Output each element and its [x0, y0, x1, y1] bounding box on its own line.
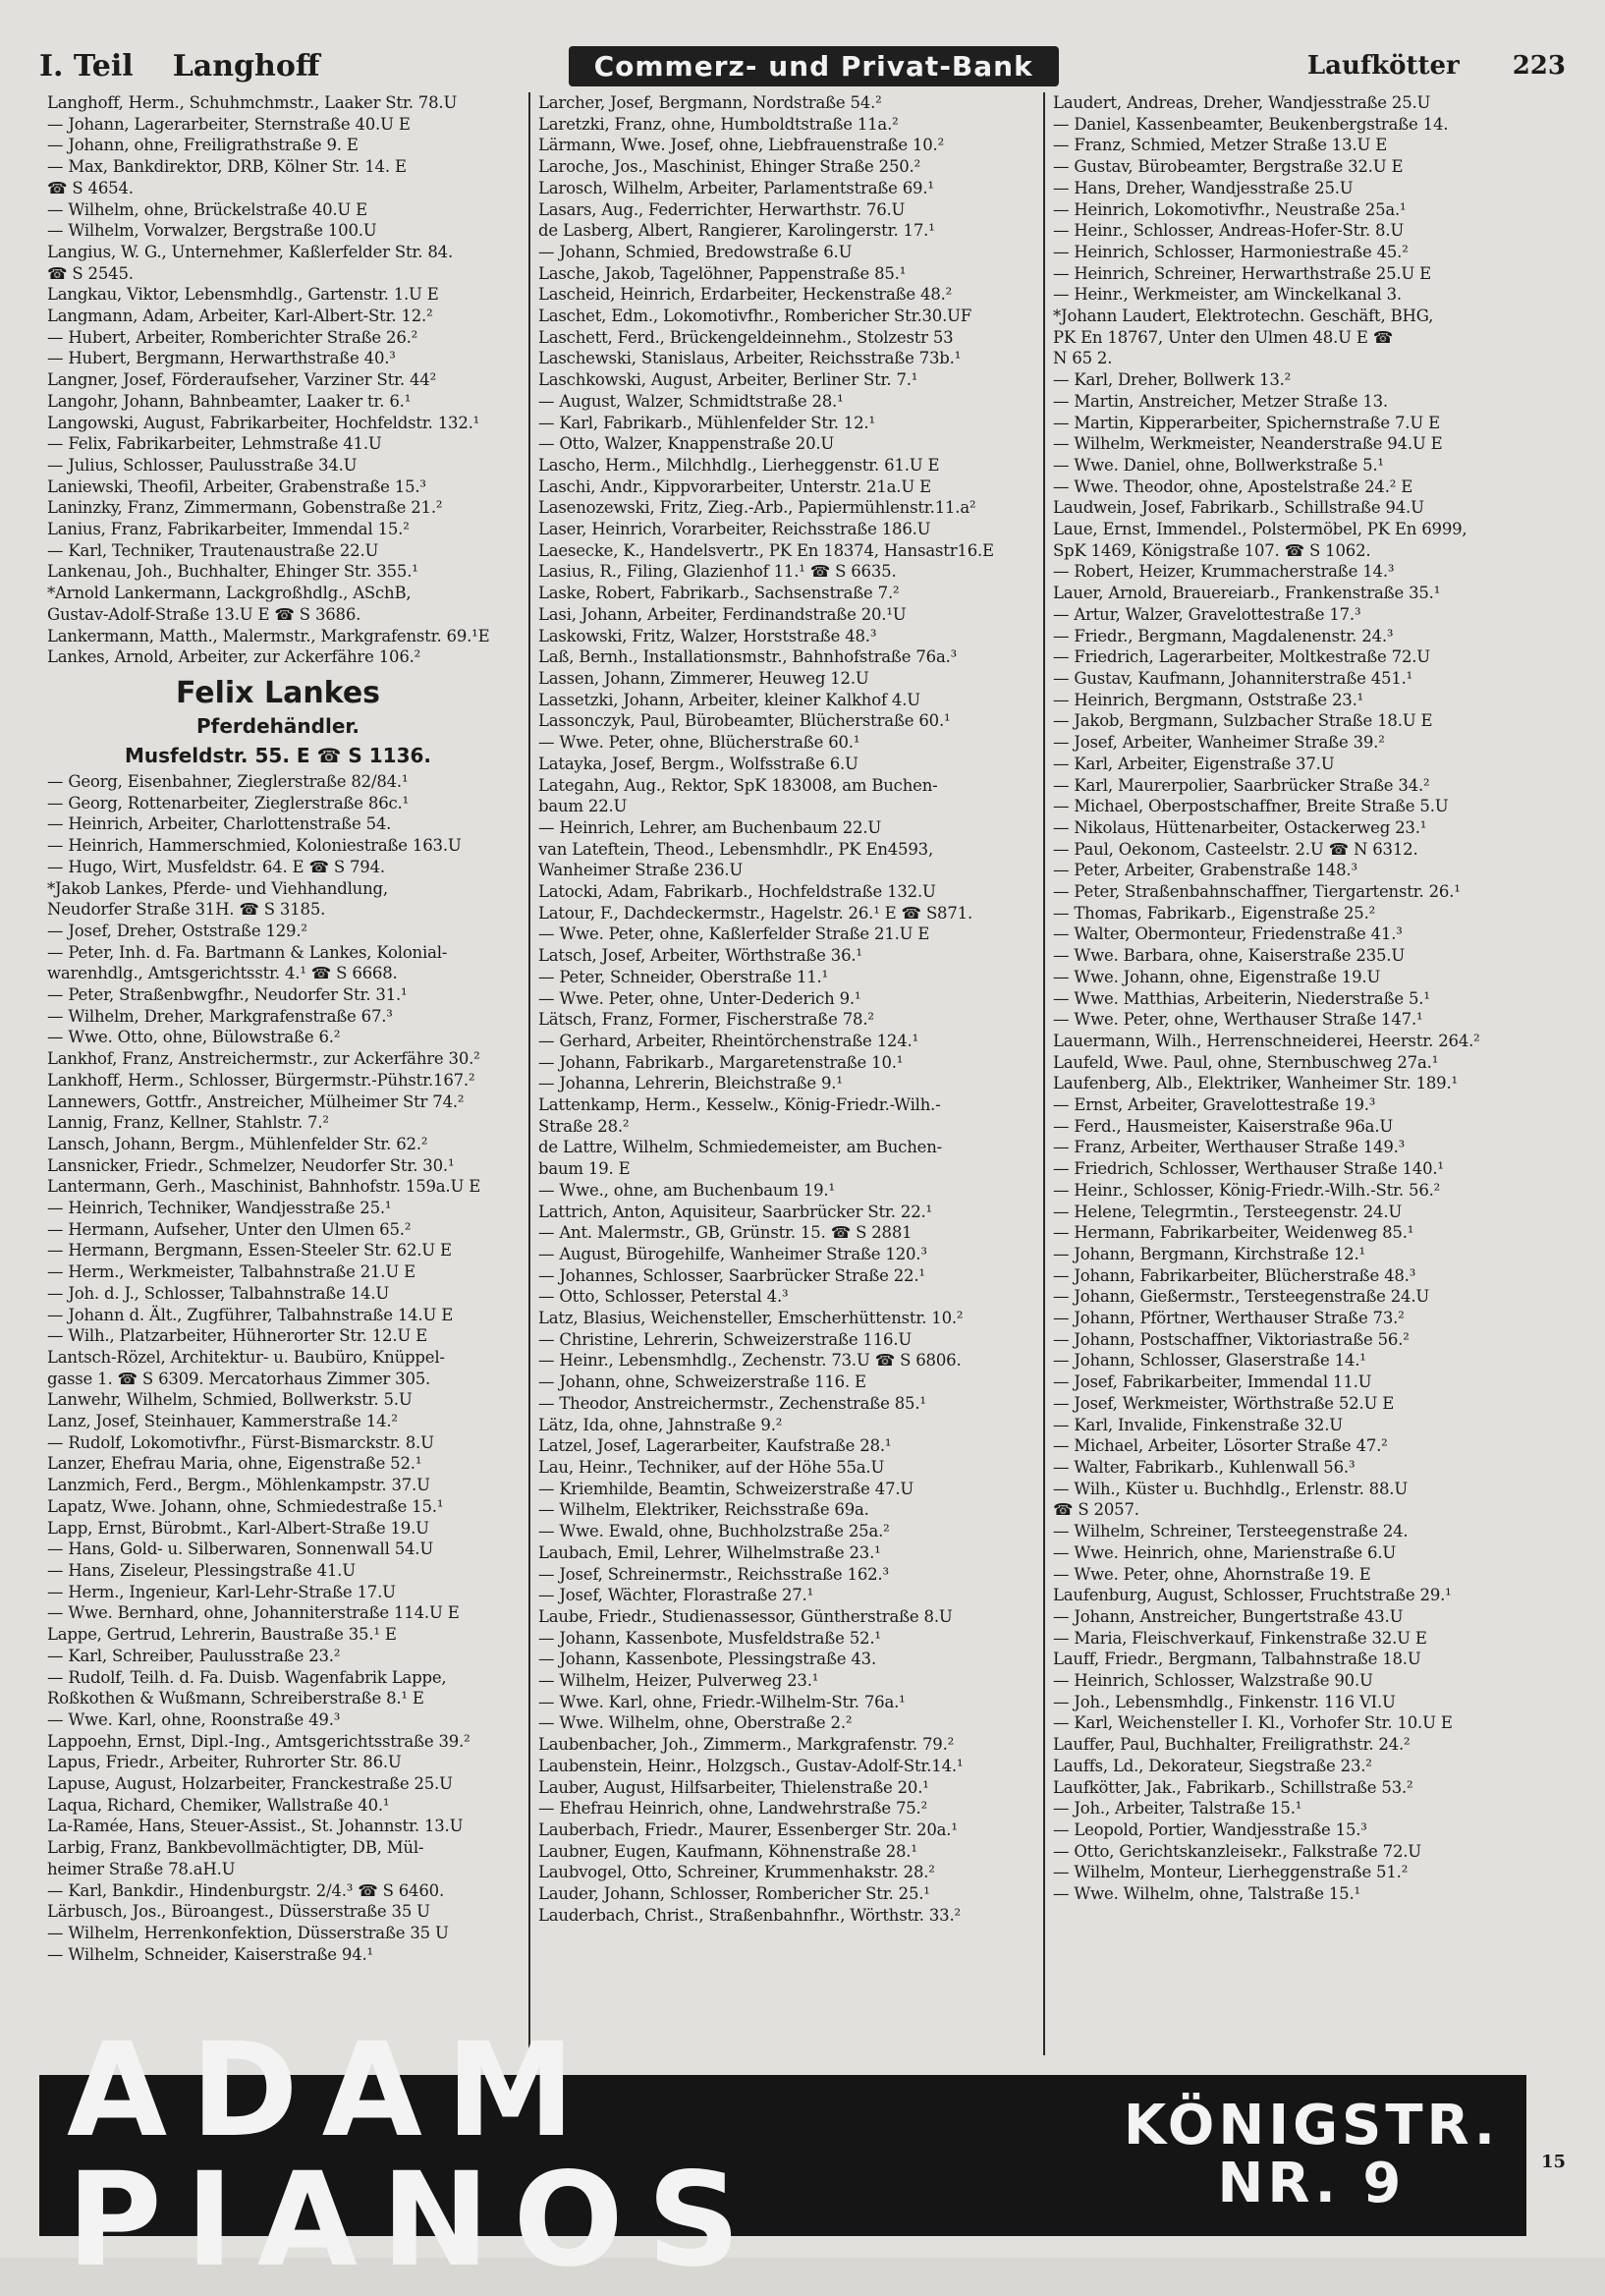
directory-entry: Lassen, Johann, Zimmerer, Heuweg 12.U: [538, 668, 869, 688]
directory-entry: Lauder, Johann, Schlosser, Rombericher Str. 25.¹: [538, 1884, 930, 1904]
directory-entry: — Wwe. Johann, ohne, Eigenstraße 19.U: [1053, 967, 1381, 986]
directory-entry: Langohr, Johann, Bahnbeamter, Laaker tr. 6.¹: [47, 391, 412, 411]
directory-entry: — Paul, Oekonom, Casteelstr. 2.U ☎ N 6312.: [1053, 839, 1418, 859]
directory-entry: — Josef, Arbeiter, Wanheimer Straße 39.²: [1053, 733, 1385, 753]
directory-entry: ☎ S 4654.: [47, 178, 134, 197]
header-right-word: Laufkötter: [1306, 51, 1460, 81]
directory-entry: — Heinrich, Bergmann, Oststraße 23.¹: [1053, 690, 1364, 709]
directory-entry: — Johanna, Lehrerin, Bleichstraße 9.¹: [538, 1074, 843, 1093]
directory-entry: — Daniel, Kassenbeamter, Beukenbergstraße 14.: [1053, 114, 1449, 134]
directory-entry: Latsch, Josef, Arbeiter, Wörthstraße 36.¹: [538, 946, 862, 966]
directory-entry: — Wilhelm, Vorwalzer, Bergstraße 100.U: [47, 221, 377, 241]
directory-entry: — Hermann, Bergmann, Essen-Steeler Str. 62.U E: [47, 1241, 452, 1260]
directory-entry: Langhoff, Herm., Schuhmchmstr., Laaker Str. 78.U: [47, 93, 458, 112]
directory-entry: — Heinrich, Arbeiter, Charlottenstraße 54.: [47, 814, 392, 834]
directory-entry: — Peter, Inh. d. Fa. Bartmann & Lankes, Kolonial-: [47, 942, 448, 962]
directory-entry: — Peter, Schneider, Oberstraße 11.¹: [538, 967, 829, 986]
directory-entry: Langkau, Viktor, Lebensmhdlg., Gartenstr. 1.U E: [47, 285, 439, 305]
header-right: [1307, 51, 1566, 81]
directory-entry: Lantsch-Rözel, Architektur- u. Baubüro, Knüppel-: [47, 1347, 445, 1367]
directory-entry: Neudorfer Straße 31H. ☎ S 3185.: [47, 900, 326, 920]
directory-entry: Latzel, Josef, Lagerarbeiter, Kaufstraße 28.¹: [538, 1436, 892, 1456]
directory-entry: Laesecke, K., Handelsvertr., PK En 18374, Hansastr16.E: [538, 540, 994, 560]
directory-entry: — Karl, Fabrikarb., Mühlenfelder Str. 12.¹: [538, 413, 875, 432]
directory-entry: — Robert, Heizer, Krummacherstraße 14.³: [1053, 562, 1395, 582]
directory-entry: Lankenau, Joh., Buchhalter, Ehinger Str. 355.¹: [47, 562, 418, 582]
directory-entry: — Martin, Kipperarbeiter, Spichernstraße 7.U E: [1053, 413, 1440, 432]
directory-entry: Lannewers, Gottfr., Anstreicher, Mülheimer Str 74.²: [47, 1092, 465, 1111]
directory-entry: — Theodor, Anstreichermstr., Zechenstraße 85.¹: [538, 1393, 926, 1413]
directory-entry: — Michael, Arbeiter, Lösorter Straße 47.²: [1053, 1436, 1388, 1456]
directory-entry: PK En 18767, Unter den Ulmen 48.U E ☎: [1053, 327, 1394, 347]
directory-entry: La-Ramée, Hans, Steuer-Assist., St. Johannstr. 13.U: [47, 1817, 464, 1836]
directory-entry: — Gustav, Bürobeamter, Bergstraße 32.U E: [1053, 157, 1404, 177]
directory-entry: — Heinr., Werkmeister, am Winckelkanal 3.: [1053, 285, 1402, 305]
directory-entry: — Wwe. Wilhelm, ohne, Oberstraße 2.²: [538, 1713, 853, 1733]
directory-entry: Lattenkamp, Herm., Kesselw., König-Friedr.-Wilh.-: [538, 1095, 941, 1115]
directory-entry: — Johann, Anstreicher, Bungertstraße 43.U: [1053, 1606, 1404, 1626]
directory-entry: Lauber, August, Hilfsarbeiter, Thielenstraße 20.¹: [538, 1777, 929, 1797]
directory-entry: — Hubert, Bergmann, Herwarthstraße 40.³: [47, 349, 396, 368]
banner-address: [1123, 2094, 1499, 2215]
directory-entry: Lauff, Friedr., Bergmann, Talbahnstraße 18.U: [1053, 1650, 1421, 1669]
directory-entry: Langius, W. G., Unternehmer, Kaßlerfelder Str. 84.: [47, 242, 454, 261]
column-1: [39, 92, 517, 2055]
directory-entry: Latz, Blasius, Weichensteller, Emscherhüttenstr. 10.²: [538, 1309, 964, 1328]
directory-entry: Lasche, Jakob, Tagelöhner, Pappenstraße 85.¹: [538, 263, 907, 283]
directory-entry: — Karl, Techniker, Trautenaustraße 22.U: [47, 540, 379, 560]
directory-entry: Laue, Ernst, Immendel., Polstermöbel, PK En 6999,: [1053, 520, 1467, 539]
directory-entry: Roßkothen & Wußmann, Schreiberstraße 8.¹ E: [47, 1689, 424, 1708]
directory-entry: — Wilhelm, Monteur, Lierheggenstraße 51.²: [1053, 1863, 1409, 1882]
directory-entry: Langner, Josef, Förderaufseher, Varziner Str. 44²: [47, 370, 436, 390]
directory-entry: Lapp, Ernst, Bürobmt., Karl-Albert-Straße 19.U: [47, 1518, 429, 1538]
directory-entry: Laubner, Eugen, Kaufmann, Köhnenstraße 28.¹: [538, 1841, 917, 1861]
directory-entry: — Joh. d. J., Schlosser, Talbahnstraße 14.U: [47, 1283, 390, 1303]
directory-entry: N 65 2.: [1053, 349, 1113, 368]
directory-entry: Latocki, Adam, Fabrikarb., Hochfeldstraße 132.U: [538, 882, 936, 902]
directory-entry: Laubenstein, Heinr., Holzgsch., Gustav-Adolf-Str.14.¹: [538, 1756, 964, 1775]
directory-entry: Lassetzki, Johann, Arbeiter, kleiner Kalkhof 4.U: [538, 690, 920, 709]
column-2: [528, 92, 1031, 2055]
directory-entry: Langowski, August, Fabrikarbeiter, Hochfeldstr. 132.¹: [47, 413, 480, 432]
advert-occupation: Pferdehändler.: [196, 713, 360, 738]
directory-entry: Lanzmich, Ferd., Bergm., Möhlenkampstr. 37.U: [47, 1476, 430, 1495]
directory-entry: Lätz, Ida, ohne, Jahnstraße 9.²: [538, 1415, 783, 1434]
header-part: I. Teil: [39, 48, 134, 84]
advert-address: Musfeldstr. 55. E ☎ S 1136.: [124, 743, 432, 767]
directory-entry: — Heinr., Schlosser, König-Friedr.-Wilh.-Str. 56.²: [1053, 1180, 1441, 1200]
directory-entry: Lankhof, Franz, Anstreichermstr., zur Ackerfähre 30.²: [47, 1049, 480, 1069]
directory-entry: — Wwe. Heinrich, ohne, Marienstraße 6.U: [1053, 1542, 1397, 1562]
directory-entry: Larbig, Franz, Bankbevollmächtigter, DB, Mül-: [47, 1838, 424, 1858]
directory-entry: — Friedrich, Lagerarbeiter, Moltkestraße 72.U: [1053, 647, 1431, 667]
directory-entry: — Johann, Gießermstr., Tersteegenstraße 24.U: [1053, 1287, 1430, 1307]
directory-entry: — Johann, Bergmann, Kirchstraße 12.¹: [1053, 1244, 1365, 1263]
directory-entry: Laschet, Edm., Lokomotivfhr., Rombericher Str.30.UF: [538, 307, 972, 326]
directory-entry: Lapuse, August, Holzarbeiter, Franckestraße 25.U: [47, 1774, 453, 1794]
directory-entry: — Wwe. Peter, ohne, Blücherstraße 60.¹: [538, 733, 860, 753]
directory-entry: *Arnold Lankermann, Lackgroßhdlg., ASchB,: [47, 584, 412, 603]
directory-entry: — Karl, Arbeiter, Eigenstraße 37.U: [1053, 754, 1335, 773]
directory-entry: Laufkötter, Jak., Fabrikarb., Schillstraße 53.²: [1053, 1777, 1413, 1797]
directory-entry: Laufenburg, August, Schlosser, Fruchtstraße 29.¹: [1053, 1586, 1452, 1605]
directory-entry: — Wwe. Ewald, ohne, Buchholzstraße 25a.²: [538, 1522, 890, 1541]
directory-entry: — Heinrich, Lehrer, am Buchenbaum 22.U: [538, 817, 882, 837]
directory-entry: Laschewski, Stanislaus, Arbeiter, Reichsstraße 73b.¹: [538, 349, 962, 368]
page-number: 223: [1512, 51, 1566, 81]
directory-entry: Lauermann, Wilh., Herrenschneiderei, Heerstr. 264.²: [1053, 1031, 1480, 1050]
directory-entry: — Hans, Dreher, Wandjesstraße 25.U: [1053, 178, 1354, 197]
directory-entry: *Jakob Lankes, Pferde- und Viehhandlung,: [47, 878, 388, 898]
directory-entry: — Wwe. Peter, ohne, Unter-Dederich 9.¹: [538, 988, 861, 1008]
directory-entry: — Heinrich, Hammerschmied, Koloniestraße 163.U: [47, 836, 462, 856]
footer-number: 15: [1540, 2152, 1566, 2172]
directory-entry: Laschett, Ferd., Brückengeldeinnehm., Stolzestr 53: [538, 327, 954, 347]
directory-entry: Lanius, Franz, Fabrikarbeiter, Immendal 15.²: [47, 520, 410, 539]
directory-entry: — Joh., Arbeiter, Talstraße 15.¹: [1053, 1799, 1302, 1819]
directory-entry: — Hubert, Arbeiter, Romberichter Straße 26.²: [47, 327, 418, 347]
directory-entry: — Michael, Oberpostschaffner, Breite Straße 5.U: [1053, 797, 1449, 816]
directory-entry: Laninzky, Franz, Zimmermann, Gobenstraße 21.²: [47, 498, 443, 518]
directory-entry: — Karl, Invalide, Finkenstraße 32.U: [1053, 1415, 1343, 1434]
directory-entry: — Ferd., Hausmeister, Kaiserstraße 96a.U: [1053, 1116, 1394, 1136]
directory-entry: — Wilh., Küster u. Buchhdlg., Erlenstr. 88.U: [1053, 1479, 1409, 1498]
directory-entry: — Wwe. Otto, ohne, Bülowstraße 6.²: [47, 1028, 341, 1047]
directory-entry: — Johann, ohne, Schweizerstraße 116. E: [538, 1372, 866, 1392]
directory-entry: — Gerhard, Arbeiter, Rheintörchenstraße 124.¹: [538, 1031, 918, 1050]
directory-entry: Lanzer, Ehefrau Maria, ohne, Eigenstraße 52.¹: [47, 1454, 422, 1474]
banner-address-line1: KÖNIGSTR.: [1123, 2094, 1499, 2158]
directory-entry: Laufeld, Wwe. Paul, ohne, Sternbuschweg 27a.¹: [1053, 1052, 1439, 1072]
directory-entry: — August, Bürogehilfe, Wanheimer Straße 120.³: [538, 1244, 927, 1263]
directory-entry: — Johann, Kassenbote, Plessingstraße 43.: [538, 1650, 877, 1669]
directory-entry: Lapus, Friedr., Arbeiter, Ruhrorter Str. 86.U: [47, 1753, 402, 1772]
directory-entry: — Wwe. Peter, ohne, Kaßlerfelder Straße 21.U E: [538, 924, 930, 944]
directory-entry: — Gustav, Kaufmann, Johanniterstraße 451.¹: [1053, 668, 1413, 688]
directory-entry: — Georg, Rottenarbeiter, Zieglerstraße 86c.¹: [47, 793, 410, 812]
directory-entry: — Karl, Bankdir., Hindenburgstr. 2/4.³ ☎ S 6460.: [47, 1880, 444, 1900]
directory-entry: — August, Walzer, Schmidtstraße 28.¹: [538, 391, 844, 411]
directory-entry: Laß, Bernh., Installationsmstr., Bahnhofstraße 76a.³: [538, 647, 958, 667]
directory-entry: — Johann, Schlosser, Glaserstraße 14.¹: [1053, 1351, 1366, 1371]
directory-entry: Lärmann, Wwe. Josef, ohne, Liebfrauenstraße 10.²: [538, 136, 944, 155]
advert-name: Felix Lankes: [175, 675, 381, 710]
directory-entry: — Wwe. Daniel, ohne, Bollwerkstraße 5.¹: [1053, 455, 1384, 475]
directory-entry: Laubvogel, Otto, Schreiner, Krummenhakstr. 28.²: [538, 1863, 935, 1882]
directory-entry: — Franz, Schmied, Metzer Straße 13.U E: [1053, 136, 1388, 155]
directory-entry: Laube, Friedr., Studienassessor, Güntherstraße 8.U: [538, 1606, 953, 1626]
directory-entry: — Helene, Telegrmtin., Tersteegenstr. 24.U: [1053, 1202, 1403, 1221]
directory-entry: Lannig, Franz, Kellner, Stahlstr. 7.²: [47, 1113, 329, 1133]
directory-entry: — Otto, Gerichtskanzleisekr., Falkstraße 72.U: [1053, 1841, 1421, 1861]
directory-entry: *Johann Laudert, Elektrotechn. Geschäft, BHG,: [1053, 307, 1434, 326]
directory-entry: — Johann, Fabrikarbeiter, Blücherstraße 48.³: [1053, 1265, 1416, 1285]
directory-entry: — Wwe. Matthias, Arbeiterin, Niederstraße 5.¹: [1053, 988, 1430, 1008]
directory-entry: Lappe, Gertrud, Lehrerin, Baustraße 35.¹ E: [47, 1625, 397, 1645]
directory-entry: — Johann d. Ält., Zugführer, Talbahnstraße 14.U E: [47, 1305, 454, 1324]
directory-entry: Laubach, Emil, Lehrer, Wilhelmstraße 23.¹: [538, 1542, 881, 1562]
directory-entry: Lasenozewski, Fritz, Zieg.-Arb., Papiermühlenstr.11.a²: [538, 498, 976, 518]
directory-entry: Larosch, Wilhelm, Arbeiter, Parlamentstraße 69.¹: [538, 178, 934, 197]
directory-entry: Lanz, Josef, Steinhauer, Kammerstraße 14.²: [47, 1412, 398, 1431]
directory-entry: Lärbusch, Jos., Büroangest., Düsserstraße 35 U: [47, 1902, 430, 1922]
directory-entry: — Johann, Pförtner, Werthauser Straße 73.²: [1053, 1309, 1405, 1328]
directory-entry: — Heinrich, Schreiner, Herwarthstraße 25.U E: [1053, 263, 1432, 283]
directory-entry: — Rudolf, Teilh. d. Fa. Duisb. Wagenfabrik Lappe,: [47, 1667, 447, 1687]
directory-entry: Laskowski, Fritz, Walzer, Horststraße 48.³: [538, 626, 877, 645]
directory-entry: Latour, F., Dachdeckermstr., Hagelstr. 26.¹ E ☎ S871.: [538, 903, 972, 923]
directory-entry: Laudert, Andreas, Dreher, Wandjesstraße 25.U: [1053, 93, 1431, 112]
banner-address-line2: NR. 9: [1217, 2152, 1406, 2215]
directory-entry: — Josef, Schreinermstr., Reichsstraße 162.³: [538, 1564, 889, 1584]
directory-entry: warenhdlg., Amtsgerichtsstr. 4.¹ ☎ S 6668.: [47, 964, 398, 983]
directory-entry: — Karl, Maurerpolier, Saarbrücker Straße 34.²: [1053, 775, 1430, 795]
directory-entry: Laniewski, Theofil, Arbeiter, Grabenstraße 15.³: [47, 476, 426, 496]
directory-entry: — Ernst, Arbeiter, Gravelottestraße 19.³: [1053, 1095, 1376, 1115]
directory-entry: — Herm., Werkmeister, Talbahnstraße 21.U E: [47, 1262, 415, 1282]
directory-entry: — Walter, Obermonteur, Friedenstraße 41.³: [1053, 924, 1403, 944]
directory-entry: — Heinrich, Lokomotivfhr., Neustraße 25a.¹: [1053, 199, 1407, 219]
directory-entry: Lapatz, Wwe. Johann, ohne, Schmiedestraße 15.¹: [47, 1496, 444, 1516]
directory-entry: Laufenberg, Alb., Elektriker, Wanheimer Str. 189.¹: [1053, 1074, 1458, 1093]
directory-entry: — Wilhelm, Herrenkonfektion, Düsserstraße 35 U: [47, 1923, 449, 1942]
directory-entry: Gustav-Adolf-Straße 13.U E ☎ S 3686.: [47, 604, 361, 624]
directory-entry: — Wilhelm, ohne, Brückelstraße 40.U E: [47, 199, 368, 219]
directory-entry: — Hermann, Aufseher, Unter den Ulmen 65.²: [47, 1219, 412, 1239]
directory-entry: — Wwe. Peter, ohne, Werthauser Straße 147.¹: [1053, 1010, 1423, 1030]
directory-entry: — Heinrich, Schlosser, Walzstraße 90.U: [1053, 1671, 1373, 1691]
directory-entry: — Wwe. Bernhard, ohne, Johanniterstraße 114.U E: [47, 1603, 460, 1623]
directory-entry: de Lasberg, Albert, Rangierer, Karolingerstr. 17.¹: [538, 221, 935, 241]
directory-entry: Lasius, R., Filing, Glazienhof 11.¹ ☎ S 6635.: [538, 562, 897, 582]
directory-entry: Wanheimer Straße 236.U: [538, 861, 744, 880]
directory-entry: Laretzki, Franz, ohne, Humboldtstraße 11a.²: [538, 114, 899, 134]
directory-entry: Lauffer, Paul, Buchhalter, Freiligrathstr. 24.²: [1053, 1735, 1411, 1755]
directory-entry: Larcher, Josef, Bergmann, Nordstraße 54.²: [538, 93, 882, 112]
directory-entry: heimer Straße 78.aH.U: [47, 1859, 236, 1878]
directory-entry: — Wwe. Barbara, ohne, Kaiserstraße 235.U: [1053, 946, 1406, 966]
directory-entry: Laqua, Richard, Chemiker, Wallstraße 40.¹: [47, 1795, 390, 1815]
directory-entry: — Joh., Lebensmhdlg., Finkenstr. 116 VI.U: [1053, 1692, 1396, 1711]
felix-lankes-advert: [47, 676, 509, 767]
directory-entry: SpK 1469, Königstraße 107. ☎ S 1062.: [1053, 540, 1371, 560]
directory-entry: Lansnicker, Friedr., Schmelzer, Neudorfer Str. 30.¹: [47, 1155, 455, 1175]
banner-main-text: ADAM PIANOS: [67, 2015, 764, 2296]
directory-entry: — Leopold, Portier, Wandjesstraße 15.³: [1053, 1820, 1367, 1839]
directory-entry: — Hugo, Wirt, Musfeldstr. 64. E ☎ S 794.: [47, 857, 385, 876]
directory-entry: Lassonczyk, Paul, Bürobeamter, Blücherstraße 60.¹: [538, 711, 951, 731]
directory-entry: — Wilhelm, Schreiner, Tersteegenstraße 24.: [1053, 1522, 1409, 1541]
directory-entry: — Wilh., Platzarbeiter, Hühnerorter Str. 12.U E: [47, 1326, 427, 1346]
directory-entry: — Johann, Schmied, Bredowstraße 6.U: [538, 242, 853, 261]
directory-entry: Lategahn, Aug., Rektor, SpK 183008, am Buchen-: [538, 775, 938, 795]
directory-entry: Lätsch, Franz, Former, Fischerstraße 78.²: [538, 1010, 874, 1030]
directory-entry: — Wilhelm, Dreher, Markgrafenstraße 67.³: [47, 1006, 393, 1026]
directory-entry: — Ehefrau Heinrich, ohne, Landwehrstraße 75.²: [538, 1799, 927, 1819]
directory-entry: — Walter, Fabrikarb., Kuhlenwall 56.³: [1053, 1458, 1356, 1477]
directory-entry: — Wwe. Karl, ohne, Friedr.-Wilhelm-Str. 76a.¹: [538, 1692, 906, 1711]
directory-entry: — Josef, Fabrikarbeiter, Immendal 11.U: [1053, 1372, 1372, 1392]
directory-entry: van Lateftein, Theod., Lebensmhdlr., PK En4593,: [538, 839, 933, 859]
directory-entry: baum 22.U: [538, 797, 628, 816]
directory-entry: — Otto, Walzer, Knappenstraße 20.U: [538, 434, 835, 454]
directory-entry: — Otto, Schlosser, Peterstal 4.³: [538, 1287, 789, 1307]
directory-entry: Laschkowski, August, Arbeiter, Berliner Str. 7.¹: [538, 370, 918, 390]
directory-entry: — Herm., Ingenieur, Karl-Lehr-Straße 17.U: [47, 1582, 396, 1601]
directory-entry: Lasi, Johann, Arbeiter, Ferdinandstraße 20.¹U: [538, 604, 907, 624]
directory-entry: ☎ S 2057.: [1053, 1500, 1139, 1520]
directory-entry: Lascheid, Heinrich, Erdarbeiter, Heckenstraße 48.²: [538, 285, 953, 305]
directory-entry: Lansch, Johann, Bergm., Mühlenfelder Str. 62.²: [47, 1134, 428, 1153]
directory-entry: — Friedrich, Schlosser, Werthauser Straße 140.¹: [1053, 1159, 1444, 1179]
directory-entry: Straße 28.²: [538, 1116, 630, 1136]
directory-entry: Lasars, Aug., Federrichter, Herwarthstr. 76.U: [538, 199, 906, 219]
directory-entry: — Karl, Dreher, Bollwerk 13.²: [1053, 370, 1292, 390]
directory-entry: Lappoehn, Ernst, Dipl.-Ing., Amtsgerichtsstraße 39.²: [47, 1731, 470, 1751]
directory-entry: Lanwehr, Wilhelm, Schmied, Bollwerkstr. 5.U: [47, 1390, 413, 1410]
directory-entry: — Kriemhilde, Beamtin, Schweizerstraße 47.U: [538, 1479, 914, 1498]
directory-entry: Langmann, Adam, Arbeiter, Karl-Albert-Str. 12.²: [47, 307, 433, 326]
header-left-word: Langhoff: [172, 48, 320, 84]
directory-entry: baum 19. E: [538, 1159, 631, 1179]
directory-entry: — Peter, Arbeiter, Grabenstraße 148.³: [1053, 861, 1357, 880]
directory-entry: — Heinr., Schlosser, Andreas-Hofer-Str. 8.U: [1053, 221, 1405, 241]
directory-entry: Laske, Robert, Fabrikarb., Sachsenstraße 7.²: [538, 584, 900, 603]
directory-entry: — Wwe. Karl, ohne, Roonstraße 49.³: [47, 1709, 341, 1729]
directory-entry: Lattrich, Anton, Aquisiteur, Saarbrücker Str. 22.¹: [538, 1202, 932, 1221]
directory-entry: — Peter, Straßenbwgfhr., Neudorfer Str. 31.¹: [47, 985, 408, 1005]
directory-entry: — Ant. Malermstr., GB, Grünstr. 15. ☎ S 2881: [538, 1223, 913, 1243]
directory-entry: — Hans, Gold- u. Silberwaren, Sonnenwall 54.U: [47, 1540, 434, 1559]
directory-entry: gasse 1. ☎ S 6309. Mercatorhaus Zimmer 305.: [47, 1369, 431, 1388]
directory-entry: — Peter, Straßenbahnschaffner, Tiergartenstr. 26.¹: [1053, 882, 1461, 902]
directory-entry: Lauberbach, Friedr., Maurer, Essenberger Str. 20a.¹: [538, 1820, 958, 1839]
directory-entry: Lankes, Arnold, Arbeiter, zur Ackerfähre 106.²: [47, 647, 421, 667]
directory-entry: Lauderbach, Christ., Straßenbahnfhr., Wörthstr. 33.²: [538, 1905, 961, 1925]
directory-entry: Laroche, Jos., Maschinist, Ehinger Straße 250.²: [538, 157, 921, 177]
directory-entry: — Franz, Arbeiter, Werthauser Straße 149.³: [1053, 1138, 1406, 1157]
directory-entry: de Lattre, Wilhelm, Schmiedemeister, am Buchen-: [538, 1138, 943, 1157]
directory-entry: — Johann, Fabrikarb., Margaretenstraße 10.¹: [538, 1052, 904, 1072]
directory-entry: Lankhoff, Herm., Schlosser, Bürgermstr.-Pühstr.167.²: [47, 1070, 475, 1090]
directory-entry: Laschi, Andr., Kippvorarbeiter, Unterstr. 21a.U E: [538, 476, 931, 496]
directory-entry: — Hermann, Fabrikarbeiter, Weidenweg 85.¹: [1053, 1223, 1414, 1243]
directory-entry: ☎ S 2545.: [47, 263, 134, 283]
directory-entry: — Max, Bankdirektor, DRB, Kölner Str. 14. E: [47, 157, 407, 177]
directory-entry: — Nikolaus, Hüttenarbeiter, Ostackerweg 23.¹: [1053, 817, 1427, 837]
advertisement-banner: [39, 2015, 1526, 2296]
directory-entry: — Josef, Wächter, Florastraße 27.¹: [538, 1586, 814, 1605]
directory-entry: — Friedr., Bergmann, Magdalenenstr. 24.³: [1053, 626, 1394, 645]
directory-entry: — Wwe. Wilhelm, ohne, Talstraße 15.¹: [1053, 1884, 1360, 1904]
directory-entry: — Rudolf, Lokomotivfhr., Fürst-Bismarckstr. 8.U: [47, 1432, 434, 1452]
directory-entry: Lauer, Arnold, Brauereiarb., Frankenstraße 35.¹: [1053, 584, 1441, 603]
directory-entry: — Wwe. Peter, ohne, Ahornstraße 19. E: [1053, 1564, 1371, 1584]
directory-entry: — Josef, Werkmeister, Wörthstraße 52.U E: [1053, 1393, 1395, 1413]
directory-entry: — Thomas, Fabrikarb., Eigenstraße 25.²: [1053, 903, 1376, 923]
directory-entry: — Johann, Postschaffner, Viktoriastraße 56.²: [1053, 1329, 1410, 1349]
directory-entry: Laser, Heinrich, Vorarbeiter, Reichsstraße 186.U: [538, 520, 931, 539]
directory-entry: Laubenbacher, Joh., Zimmerm., Markgrafenstr. 79.²: [538, 1735, 955, 1755]
directory-columns: [39, 92, 1566, 2055]
directory-entry: — Wilhelm, Elektriker, Reichsstraße 69a.: [538, 1500, 869, 1520]
directory-entry: — Wilhelm, Werkmeister, Neanderstraße 94.U E: [1053, 434, 1443, 454]
directory-entry: — Heinrich, Schlosser, Harmoniestraße 45.²: [1053, 242, 1409, 261]
directory-entry: — Johannes, Schlosser, Saarbrücker Straße 22.¹: [538, 1265, 925, 1285]
directory-entry: — Jakob, Bergmann, Sulzbacher Straße 18.U E: [1053, 711, 1433, 731]
directory-entry: Lau, Heinr., Techniker, auf der Höhe 55a.U: [538, 1458, 885, 1477]
directory-entry: — Wilhelm, Heizer, Pulverweg 23.¹: [538, 1671, 819, 1691]
directory-entry: Latayka, Josef, Bergm., Wolfsstraße 6.U: [538, 754, 858, 773]
directory-entry: — Josef, Dreher, Oststraße 129.²: [47, 921, 307, 940]
page-header: [39, 39, 1566, 92]
directory-entry: — Martin, Anstreicher, Metzer Straße 13.: [1053, 391, 1388, 411]
directory-entry: Lascho, Herm., Milchhdlg., Lierheggenstr. 61.U E: [538, 455, 940, 475]
directory-entry: Laudwein, Josef, Fabrikarb., Schillstraße 94.U: [1053, 498, 1424, 518]
directory-entry: — Heinrich, Techniker, Wandjesstraße 25.¹: [47, 1199, 392, 1218]
directory-entry: — Felix, Fabrikarbeiter, Lehmstraße 41.U: [47, 434, 382, 454]
directory-entry: — Wilhelm, Schneider, Kaiserstraße 94.¹: [47, 1944, 373, 1964]
header-left: [39, 49, 319, 84]
directory-entry: — Johann, Lagerarbeiter, Sternstraße 40.U E: [47, 114, 411, 134]
directory-entry: Lantermann, Gerh., Maschinist, Bahnhofstr. 159a.U E: [47, 1177, 481, 1197]
directory-entry: — Julius, Schlosser, Paulusstraße 34.U: [47, 455, 358, 475]
directory-entry: — Wwe., ohne, am Buchenbaum 19.¹: [538, 1180, 835, 1200]
directory-entry: — Karl, Weichensteller I. Kl., Vorhofer Str. 10.U E: [1053, 1713, 1453, 1733]
column-3: [1043, 92, 1548, 2055]
directory-entry: — Heinr., Lebensmhdlg., Zechenstr. 73.U ☎ S 6806.: [538, 1351, 962, 1371]
directory-entry: — Johann, Kassenbote, Musfeldstraße 52.¹: [538, 1628, 881, 1648]
directory-entry: — Artur, Walzer, Gravelottestraße 17.³: [1053, 604, 1361, 624]
directory-entry: — Christine, Lehrerin, Schweizerstraße 116.U: [538, 1329, 913, 1349]
directory-entry: — Karl, Schreiber, Paulusstraße 23.²: [47, 1646, 341, 1665]
directory-entry: Lankermann, Matth., Malermstr., Markgrafenstr. 69.¹E: [47, 626, 490, 645]
directory-entry: — Georg, Eisenbahner, Zieglerstraße 82/84.¹: [47, 771, 409, 791]
bank-banner: Commerz- und Privat-Bank: [569, 46, 1059, 86]
directory-entry: — Maria, Fleischverkauf, Finkenstraße 32.U E: [1053, 1628, 1427, 1648]
directory-entry: — Wwe. Theodor, ohne, Apostelstraße 24.² E: [1053, 476, 1413, 496]
directory-entry: — Johann, ohne, Freiligrathstraße 9. E: [47, 136, 359, 155]
directory-entry: Lauffs, Ld., Dekorateur, Siegstraße 23.²: [1053, 1756, 1372, 1775]
directory-entry: — Hans, Ziseleur, Plessingstraße 41.U: [47, 1561, 356, 1580]
